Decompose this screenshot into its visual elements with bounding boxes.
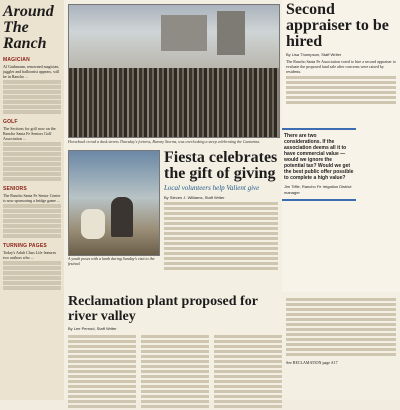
right-byline: By Lisa Thompson, Staff Writer: [286, 52, 342, 57]
column-masthead: Around The Ranch: [3, 3, 54, 52]
jump-line: See RECLAMATION page A17: [286, 360, 338, 365]
fiesta-article: [164, 150, 278, 272]
reclamation-article: [68, 294, 282, 410]
body-columns: [68, 333, 282, 410]
main-photo: [68, 4, 280, 138]
reclamation-headline: Reclamation plant proposed for river valley: [68, 294, 258, 324]
fiesta-headline: Fiesta celebrates the gift of giving: [164, 149, 278, 182]
fiesta-deck: Local volunteers help Valient give: [164, 184, 260, 192]
fiesta-byline: By Steven J. Williams, Staff Writer: [164, 195, 225, 200]
section-title: TURNING PAGES: [3, 243, 47, 249]
lamb-photo: [68, 150, 160, 256]
pull-quote: [282, 128, 356, 201]
around-the-ranch-column: [0, 0, 64, 400]
main-photo-caption: Horseback crowd a dusk streets Thursday's fortress, Barony Storms, was overlooking a steep celebrating the Cantarina.: [68, 139, 261, 144]
right-body: The Rancho Santa Fe Association voted to hire a second appraiser to evaluate the proposed land sale after concerns were raised by residents.: [286, 59, 396, 74]
pull-quote-text: There are two considerations. If the association deems all it to have commercial value — would we ignore the potential tax? Would we get the best public offer possible to complete a high value?: [284, 133, 354, 181]
section-title: GOLF: [3, 119, 18, 125]
right-headline: Second appraiser to be hired: [286, 1, 389, 50]
building-shape: [161, 15, 207, 51]
body-text-lines: [286, 76, 396, 104]
section-text: The Sections for golf now on the Rancho Santa Fe Seniors Golf Association ...: [3, 126, 61, 181]
lamb-shape: [81, 209, 105, 239]
continued-text: [286, 296, 396, 365]
building-shape: [217, 11, 245, 55]
lamb-photo-caption: A youth poses with a lamb during Sunday's visit to the festival.: [68, 256, 155, 266]
section-text: Today's Adult Class Life features two authors who ...: [3, 250, 61, 290]
body-text-lines: [164, 202, 278, 270]
child-shape: [111, 197, 133, 237]
section-title: SENIORS: [3, 186, 27, 192]
pull-quote-attribution: Jim Tiffle, Rancho Fe Irrigation District manager: [284, 184, 352, 195]
section-text: Al Guthmann, renowned magician, juggler and balloonist appears, will be in Rancho ...: [3, 64, 61, 114]
crowd-shape: [69, 68, 279, 137]
reclamation-byline: By Lee Pernod, Staff Writer: [68, 326, 117, 331]
section-title: MAGICIAN: [3, 57, 30, 63]
section-text: The Rancho Santa Fe Senior Center is now sponsoring a bridge game ...: [3, 193, 61, 238]
